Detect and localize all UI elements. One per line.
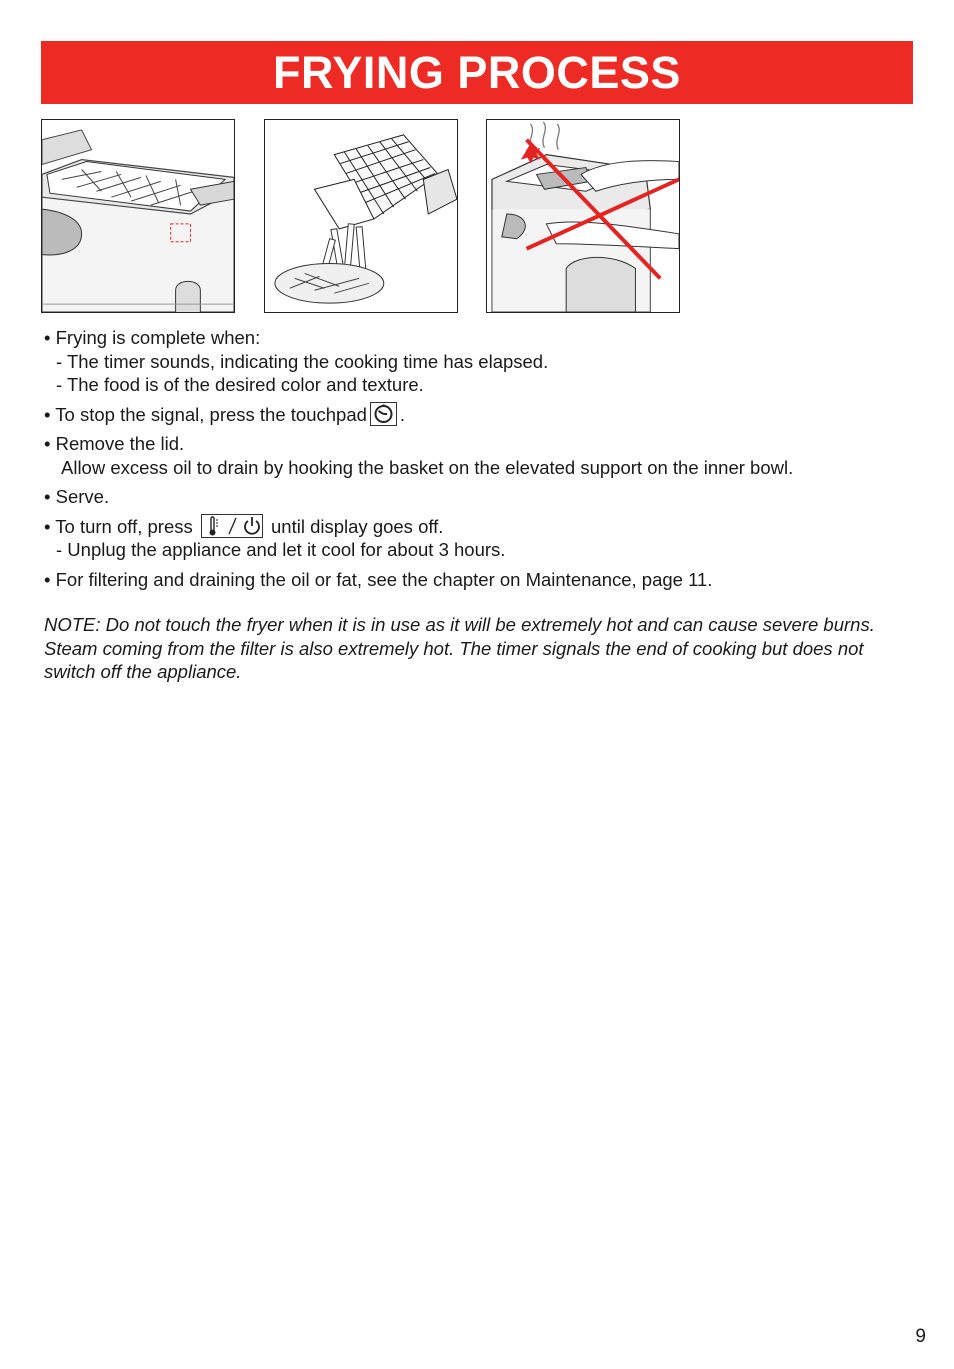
complete-item: - The timer sounds, indicating the cooking time has elapsed.: [56, 350, 549, 372]
drain-oil-step: Allow excess oil to drain by hooking the basket on the elevated support on the inner bowl.: [61, 456, 794, 478]
serve-step: • Serve.: [44, 486, 110, 507]
safety-note: [44, 613, 914, 684]
instructions: [44, 326, 914, 591]
page-number: 9: [915, 1326, 926, 1347]
unplug-step: - Unplug the appliance and let it cool for about 3 hours.: [56, 539, 506, 560]
turn-off-text: • To turn off, press: [44, 515, 193, 537]
filtering-step: • For filtering and draining the oil or fat, see the chapter on Maintenance, page 11.: [44, 568, 713, 590]
complete-heading: • Frying is complete when:: [44, 327, 261, 348]
title-banner: [41, 41, 913, 104]
page-title: FRYING PROCESS: [273, 46, 681, 98]
stop-signal-text: • To stop the signal, press the touchpad: [44, 403, 367, 425]
basket-draining-fries-illustration: [264, 119, 458, 313]
timer-touchpad-icon: [370, 402, 397, 426]
turn-off-end: until display goes off.: [271, 515, 444, 537]
complete-item: - The food is of the desired color and texture.: [56, 374, 424, 395]
do-not-touch-hot-fryer-illustration: [486, 119, 680, 313]
note-text: NOTE: Do not touch the fryer when it is in use as it will be extremely hot and can cause severe burns. Steam coming from the filter is also extremely hot. The timer signals the end of cooking but does not switch off the appliance.: [44, 614, 875, 682]
turn-off-step: [44, 515, 914, 539]
stop-signal-end: .: [399, 403, 406, 425]
stop-signal-step: [44, 403, 914, 427]
fryer-basket-cooking-illustration: [41, 119, 235, 313]
temperature-power-touchpad-icon: [201, 514, 263, 538]
remove-lid-step: • Remove the lid.: [44, 433, 185, 454]
